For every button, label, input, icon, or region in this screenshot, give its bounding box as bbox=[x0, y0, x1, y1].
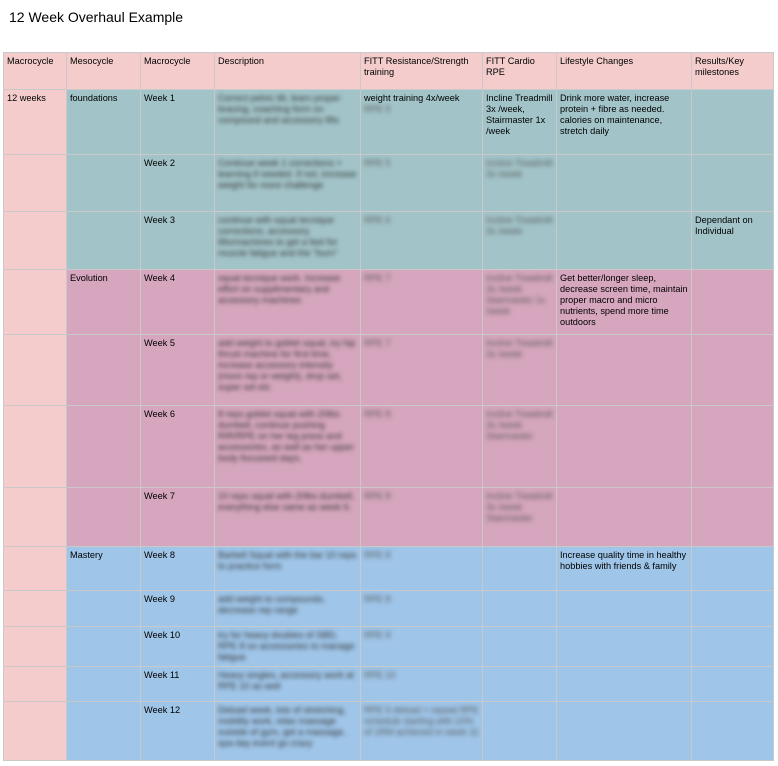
table-row bbox=[4, 270, 774, 335]
cardio-cell bbox=[483, 406, 557, 488]
header-lifestyle: Lifestyle Changes bbox=[557, 53, 692, 90]
week-label: Week 10 bbox=[141, 627, 215, 667]
lifestyle-cell bbox=[557, 667, 692, 702]
results-cell bbox=[692, 667, 774, 702]
lifestyle-mastery: Increase quality time in healthy hobbies with friends & family bbox=[557, 547, 692, 591]
macro-cycle-cell bbox=[4, 627, 67, 667]
lifestyle-cell bbox=[557, 155, 692, 212]
table-row bbox=[4, 702, 774, 761]
header-results: Results/Key milestones bbox=[692, 53, 774, 90]
resistance-text: RPE 7 bbox=[364, 338, 391, 348]
week-label: Week 9 bbox=[141, 591, 215, 627]
macro-cycle-cell bbox=[4, 702, 67, 761]
mesocycle-mastery: Mastery bbox=[67, 547, 141, 591]
resistance-cell bbox=[361, 667, 483, 702]
description-text: 8 reps goblet squat with 20lbs dumbell, continue pushing RIR/RPE on her leg press and accessories, as well as her upper body focussed days. bbox=[218, 409, 354, 463]
week-label: Week 3 bbox=[141, 212, 215, 270]
week-label: Week 11 bbox=[141, 667, 215, 702]
macro-cycle-cell bbox=[4, 547, 67, 591]
description-text: Correct pelvic tilt, learn proper bracing, coaching form on compound and accessory lifts bbox=[218, 93, 341, 125]
week-label: Week 1 bbox=[141, 90, 215, 155]
resistance-text: RPE 8 bbox=[364, 491, 391, 501]
resistance-cell bbox=[361, 488, 483, 547]
macro-cycle-cell bbox=[4, 270, 67, 335]
description-cell bbox=[215, 335, 361, 406]
results-cell bbox=[692, 547, 774, 591]
description-cell bbox=[215, 406, 361, 488]
week-label: Week 7 bbox=[141, 488, 215, 547]
resistance-text: weight training 4x/week bbox=[364, 93, 460, 103]
description-text: add weight to compounds, decrease rep range bbox=[218, 594, 326, 615]
resistance-cell bbox=[361, 90, 483, 155]
cardio-text: Incline Treadmill 3x /week bbox=[486, 158, 553, 179]
lifestyle-cell bbox=[557, 591, 692, 627]
results-cell bbox=[692, 406, 774, 488]
results-cell: Dependant on Individual bbox=[692, 212, 774, 270]
description-text: Continue week 1 corrections + learning if needed. If not, increase weight for more challenge bbox=[218, 158, 357, 190]
table-row bbox=[4, 627, 774, 667]
description-cell bbox=[215, 155, 361, 212]
results-cell bbox=[692, 335, 774, 406]
description-cell bbox=[215, 547, 361, 591]
results-cell bbox=[692, 90, 774, 155]
mesocycle-cell bbox=[67, 335, 141, 406]
description-cell bbox=[215, 212, 361, 270]
description-cell bbox=[215, 591, 361, 627]
description-text: continue with squat tecnique corrections, accessory lifts/machines to get a feel for muscle fatigue and the "burn" bbox=[218, 215, 338, 258]
header-fitt-cardio: FITT Cardio RPE bbox=[483, 53, 557, 90]
resistance-text: RPE 6 bbox=[364, 215, 391, 225]
macro-cycle-cell bbox=[4, 335, 67, 406]
week-label: Week 5 bbox=[141, 335, 215, 406]
resistance-text: RPE 5 bbox=[364, 158, 391, 168]
resistance-text: RPE 9 bbox=[364, 630, 391, 640]
lifestyle-cell bbox=[557, 702, 692, 761]
description-text: add weight to goblet squat, try hip thrust machine for first time, increase accessory intensity (more rep or weight), drop set, super set etc bbox=[218, 338, 356, 392]
cardio-cell bbox=[483, 591, 557, 627]
results-cell bbox=[692, 155, 774, 212]
document-title: 12 Week Overhaul Example bbox=[9, 9, 184, 25]
cardio-cell bbox=[483, 627, 557, 667]
resistance-text: RPE 8 bbox=[364, 409, 391, 419]
header-macrocycle: Macrocycle bbox=[4, 53, 67, 90]
header-row bbox=[4, 53, 774, 90]
mesocycle-foundations: foundations bbox=[67, 90, 141, 155]
cardio-cell bbox=[483, 488, 557, 547]
cardio-text: Incline Treadmill 3x /week bbox=[486, 215, 553, 236]
table-row bbox=[4, 591, 774, 627]
lifestyle-cell bbox=[557, 488, 692, 547]
macro-cycle-cell bbox=[4, 406, 67, 488]
mesocycle-cell bbox=[67, 155, 141, 212]
cardio-cell: Incline Treadmill 3x /week, Stairmaster 1x /week bbox=[483, 90, 557, 155]
week-label: Week 6 bbox=[141, 406, 215, 488]
resistance-cell bbox=[361, 335, 483, 406]
description-text: Barbell Squat with the bar 10 reps to practice form bbox=[218, 550, 357, 571]
overhaul-table bbox=[3, 52, 774, 761]
mesocycle-cell bbox=[67, 212, 141, 270]
mesocycle-cell bbox=[67, 591, 141, 627]
week-label: Week 12 bbox=[141, 702, 215, 761]
cardio-text: Incline Treadmill 3x /week Stairmaster bbox=[486, 409, 553, 441]
cardio-text: Incline Treadmill 3x /week bbox=[486, 338, 553, 359]
resistance-text: RPE 8 bbox=[364, 550, 391, 560]
resistance-text: RPE 7 bbox=[364, 273, 391, 283]
cardio-cell bbox=[483, 547, 557, 591]
results-cell bbox=[692, 488, 774, 547]
table-row bbox=[4, 335, 774, 406]
cardio-cell bbox=[483, 702, 557, 761]
mesocycle-cell bbox=[67, 488, 141, 547]
resistance-cell bbox=[361, 591, 483, 627]
results-cell bbox=[692, 591, 774, 627]
results-cell bbox=[692, 627, 774, 667]
lifestyle-cell bbox=[557, 406, 692, 488]
table-row bbox=[4, 547, 774, 591]
resistance-cell bbox=[361, 212, 483, 270]
lifestyle-cell bbox=[557, 335, 692, 406]
results-cell bbox=[692, 702, 774, 761]
macro-cycle-cell bbox=[4, 212, 67, 270]
table-row bbox=[4, 212, 774, 270]
lifestyle-evolution: Get better/longer sleep, decrease screen time, maintain proper macro and micro nutrients, spend more time outdoors bbox=[557, 270, 692, 335]
cardio-cell bbox=[483, 335, 557, 406]
resistance-text: RPE 10 bbox=[364, 670, 396, 680]
resistance-cell bbox=[361, 270, 483, 335]
table-row bbox=[4, 90, 774, 155]
cardio-text: Incline Treadmill 3x /week Stairmaster bbox=[486, 491, 553, 523]
results-cell bbox=[692, 270, 774, 335]
lifestyle-foundations: Drink more water, increase protein + fibre as needed. calories on maintenance, stretch daily bbox=[557, 90, 692, 155]
resistance-cell bbox=[361, 155, 483, 212]
cardio-text: Incline Treadmill 3x /week Stairmaster 1x /week bbox=[486, 273, 553, 316]
cardio-cell bbox=[483, 667, 557, 702]
resistance-text: RPE 5 deload + repeat RPE schedule starting with 10% of 1RM achieved in week 11 bbox=[364, 705, 479, 737]
mesocycle-cell bbox=[67, 667, 141, 702]
table-row bbox=[4, 155, 774, 212]
description-text: try for heavy doubles of SBD, RPE 8 on accessories to manage fatigue bbox=[218, 630, 355, 662]
cardio-cell bbox=[483, 155, 557, 212]
resistance-cell bbox=[361, 627, 483, 667]
resistance-cell bbox=[361, 547, 483, 591]
resistance-cell bbox=[361, 702, 483, 761]
header-mesocycle: Mesocycle bbox=[67, 53, 141, 90]
description-text: Heavy singles, accessory work at RPE 10 as well bbox=[218, 670, 354, 691]
description-cell bbox=[215, 667, 361, 702]
mesocycle-evolution: Evolution bbox=[67, 270, 141, 335]
macro-cycle-cell bbox=[4, 667, 67, 702]
macro-cycle-cell bbox=[4, 488, 67, 547]
resistance-rpe: RPE 5 bbox=[364, 104, 391, 114]
resistance-text: RPE 8 bbox=[364, 594, 391, 604]
week-label: Week 2 bbox=[141, 155, 215, 212]
description-text: Deload week, lots of stretching, mobility work, relax massage outside of gym, get a massage, spa day event go crazy bbox=[218, 705, 346, 748]
lifestyle-cell bbox=[557, 627, 692, 667]
cardio-cell bbox=[483, 270, 557, 335]
header-fitt-resistance: FITT Resistance/Strength training bbox=[361, 53, 483, 90]
lifestyle-cell bbox=[557, 212, 692, 270]
mesocycle-cell bbox=[67, 702, 141, 761]
header-description: Description bbox=[215, 53, 361, 90]
table-row bbox=[4, 667, 774, 702]
description-cell bbox=[215, 488, 361, 547]
mesocycle-cell bbox=[67, 406, 141, 488]
macro-cycle-cell bbox=[4, 591, 67, 627]
cardio-cell bbox=[483, 212, 557, 270]
macro-cycle-cell: 12 weeks bbox=[4, 90, 67, 155]
table-row bbox=[4, 406, 774, 488]
description-text: 10 reps squat with 20lbs dumbell, everything else same as week 6. bbox=[218, 491, 355, 512]
description-cell bbox=[215, 90, 361, 155]
description-cell bbox=[215, 270, 361, 335]
macro-cycle-cell bbox=[4, 155, 67, 212]
week-label: Week 8 bbox=[141, 547, 215, 591]
table-row bbox=[4, 488, 774, 547]
description-cell bbox=[215, 702, 361, 761]
resistance-cell bbox=[361, 406, 483, 488]
description-cell bbox=[215, 627, 361, 667]
mesocycle-cell bbox=[67, 627, 141, 667]
header-macrocycle-week: Macrocycle bbox=[141, 53, 215, 90]
week-label: Week 4 bbox=[141, 270, 215, 335]
description-text: squat tecnique work. Increase effort on supplimentary and accessory machines bbox=[218, 273, 341, 305]
